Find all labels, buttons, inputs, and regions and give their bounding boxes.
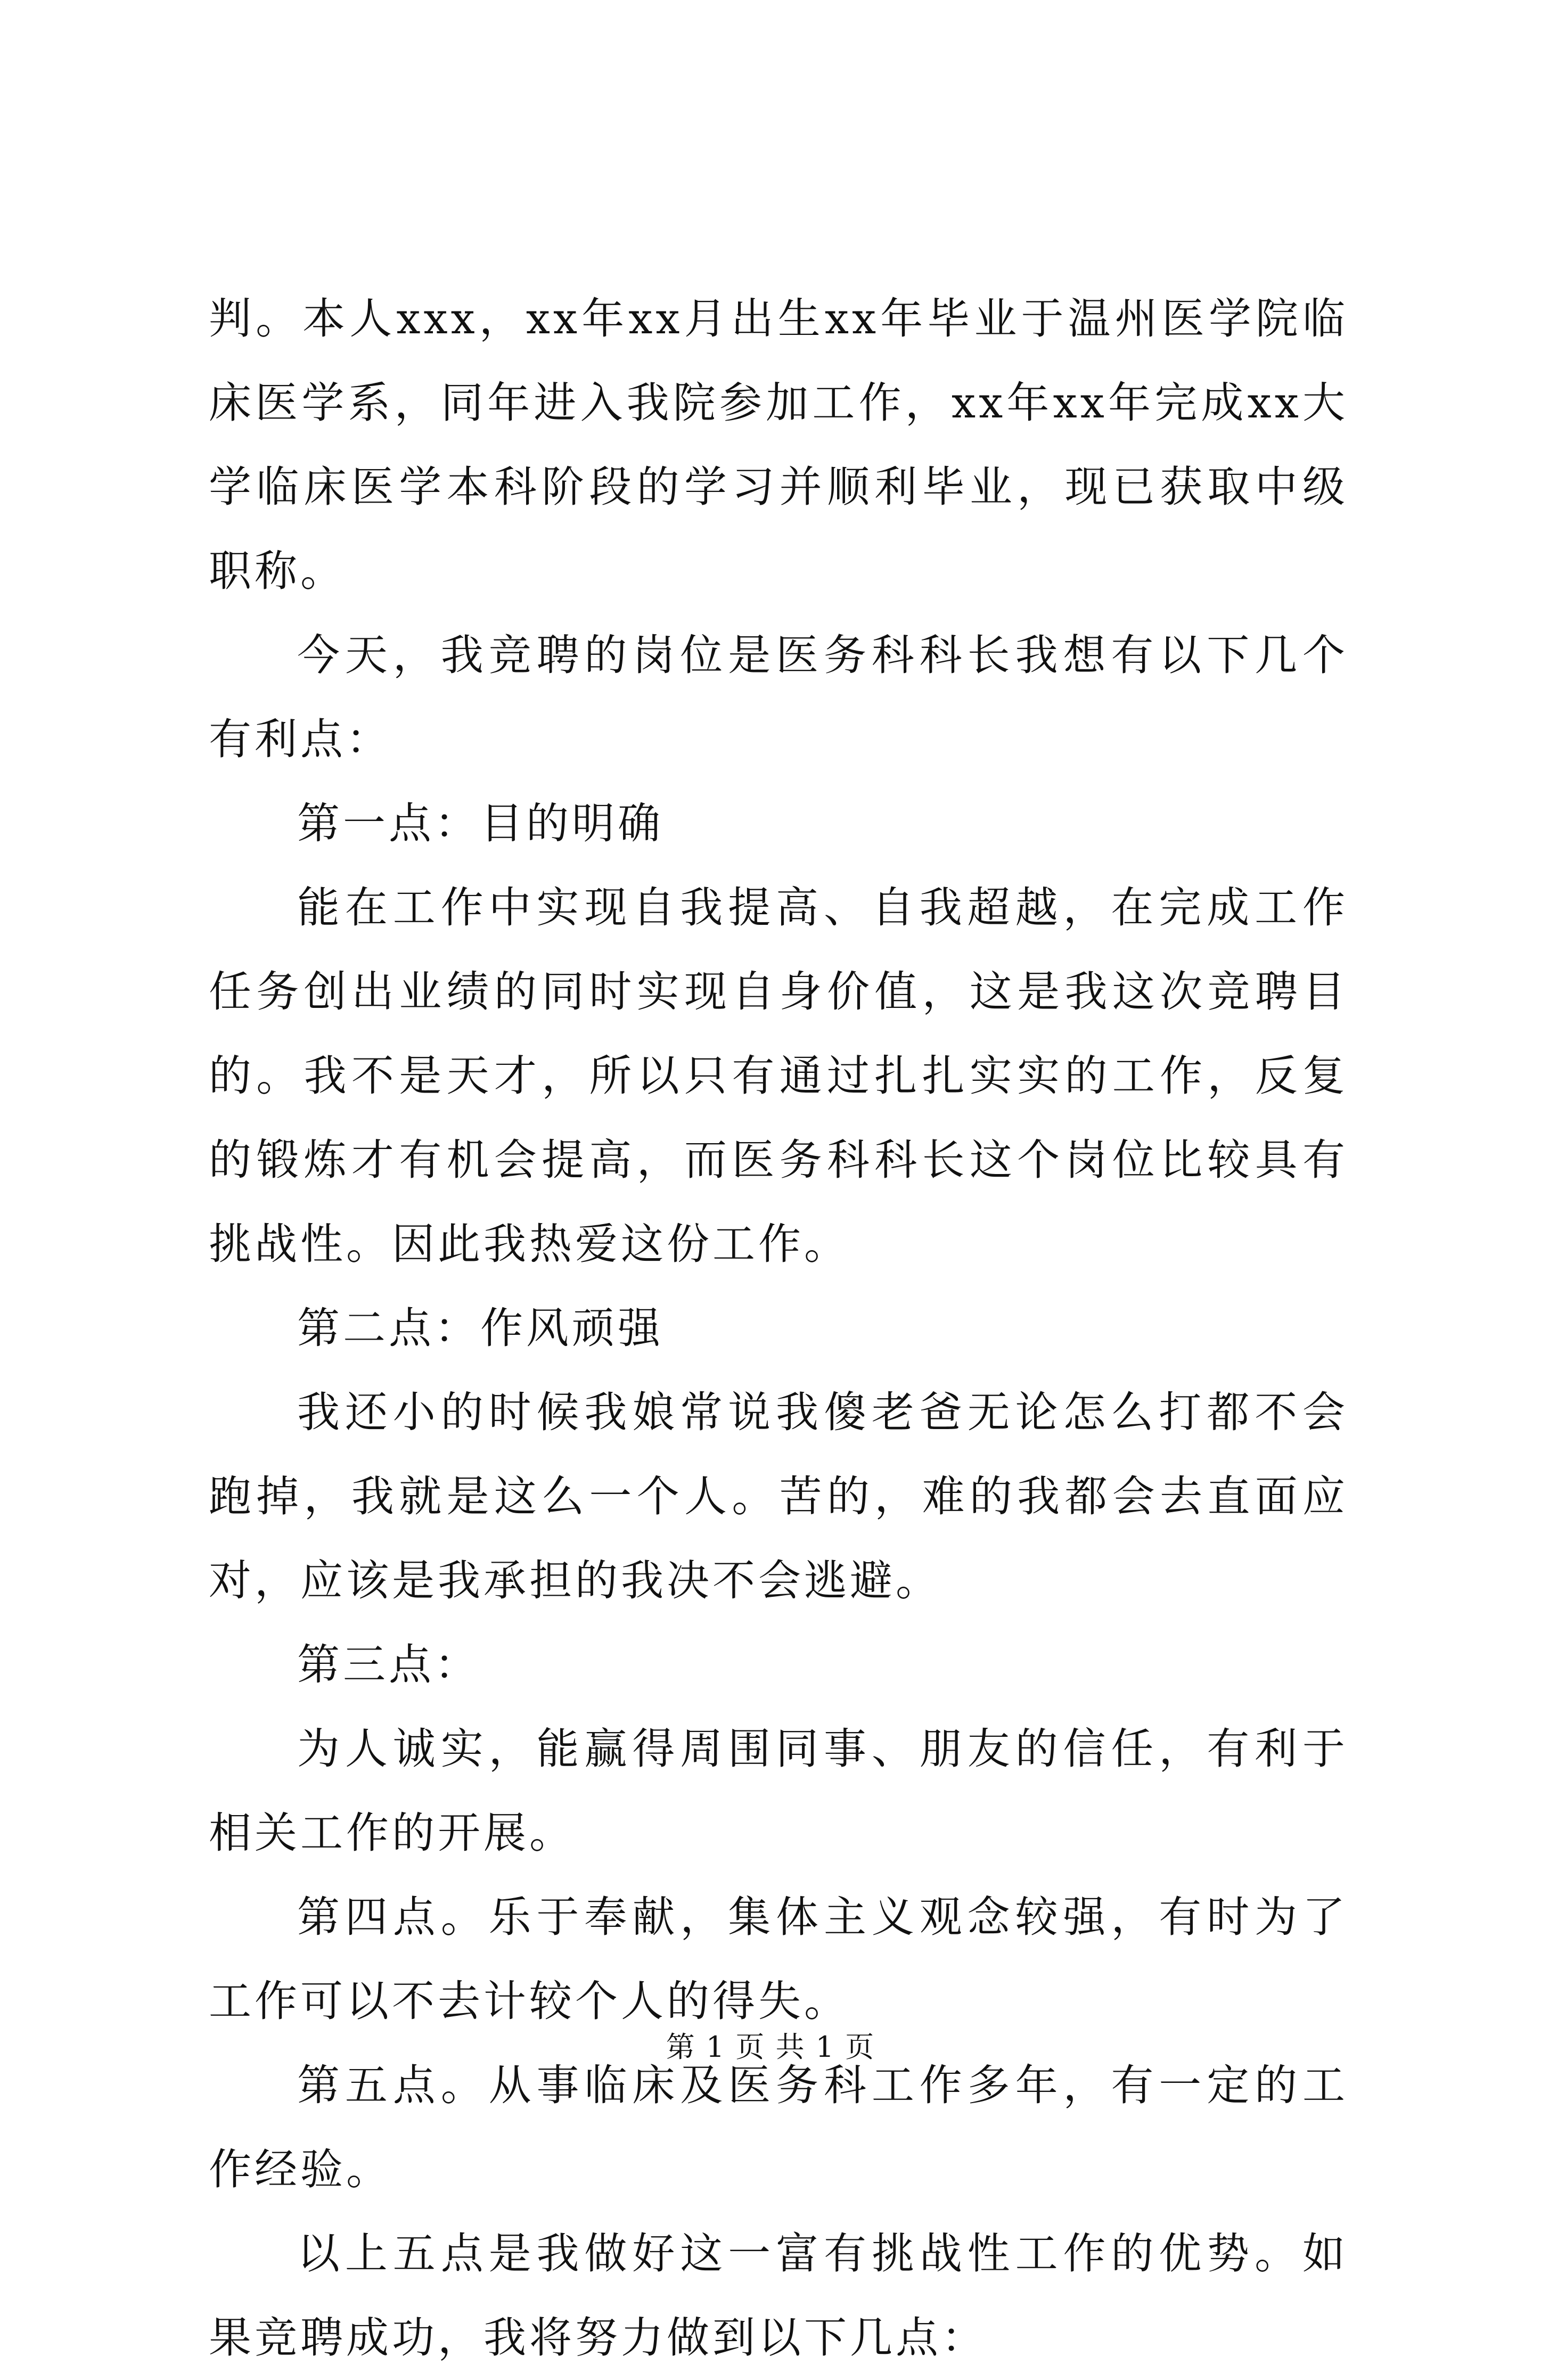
- paragraph-point-3-body: 为人诚实，能赢得周围同事、朋友的信任，有利于相关工作的开展。: [209, 1724, 1348, 1858]
- page-footer: 第 1 页 共 1 页: [666, 2030, 875, 2064]
- paragraph-point-4: 第四点。乐于奉献，集体主义观念较强，有时为了工作可以不去计较个人的得失。: [209, 1892, 1348, 2026]
- paragraph-point-2-heading: 第二点：作风顽强: [297, 1303, 663, 1353]
- paragraph-point-5: 第五点。从事临床及医务科工作多年，有一定的工作经验。: [209, 2061, 1348, 2194]
- paragraph-position: 今天，我竞聘的岗位是医务科科长我想有以下几个有利点：: [209, 630, 1348, 764]
- paragraph-point-1-body: 能在工作中实现自我提高、自我超越，在完成工作任务创出业绩的同时实现自身价值，这是我这次竞聘目的。我不是天才，所以只有通过扎扎实实的工作，反复的锻炼才有机会提高，而医务科科长这个岗位比较具有挑战性。因此我热爱这份工作。: [209, 883, 1348, 1269]
- paragraph-point-3-heading: 第三点：: [297, 1640, 480, 1689]
- paragraph-point-1-heading: 第一点：目的明确: [297, 799, 663, 848]
- paragraph-conclusion: 以上五点是我做好这一富有挑战性工作的优势。如果竞聘成功，我将努力做到以下几点：: [209, 2229, 1348, 2362]
- paragraph-intro: 判。本人xxx，xx年xx月出生xx年毕业于温州医学院临床医学系，同年进入我院参加工作，xx年xx年完成xx大学临床医学本科阶段的学习并顺利毕业，现已获取中级职称。: [209, 294, 1348, 596]
- paragraph-point-2-body: 我还小的时候我娘常说我傻老爸无论怎么打都不会跑掉，我就是这么一个人。苦的，难的我都会去直面应对，应该是我承担的我决不会逃避。: [209, 1388, 1348, 1605]
